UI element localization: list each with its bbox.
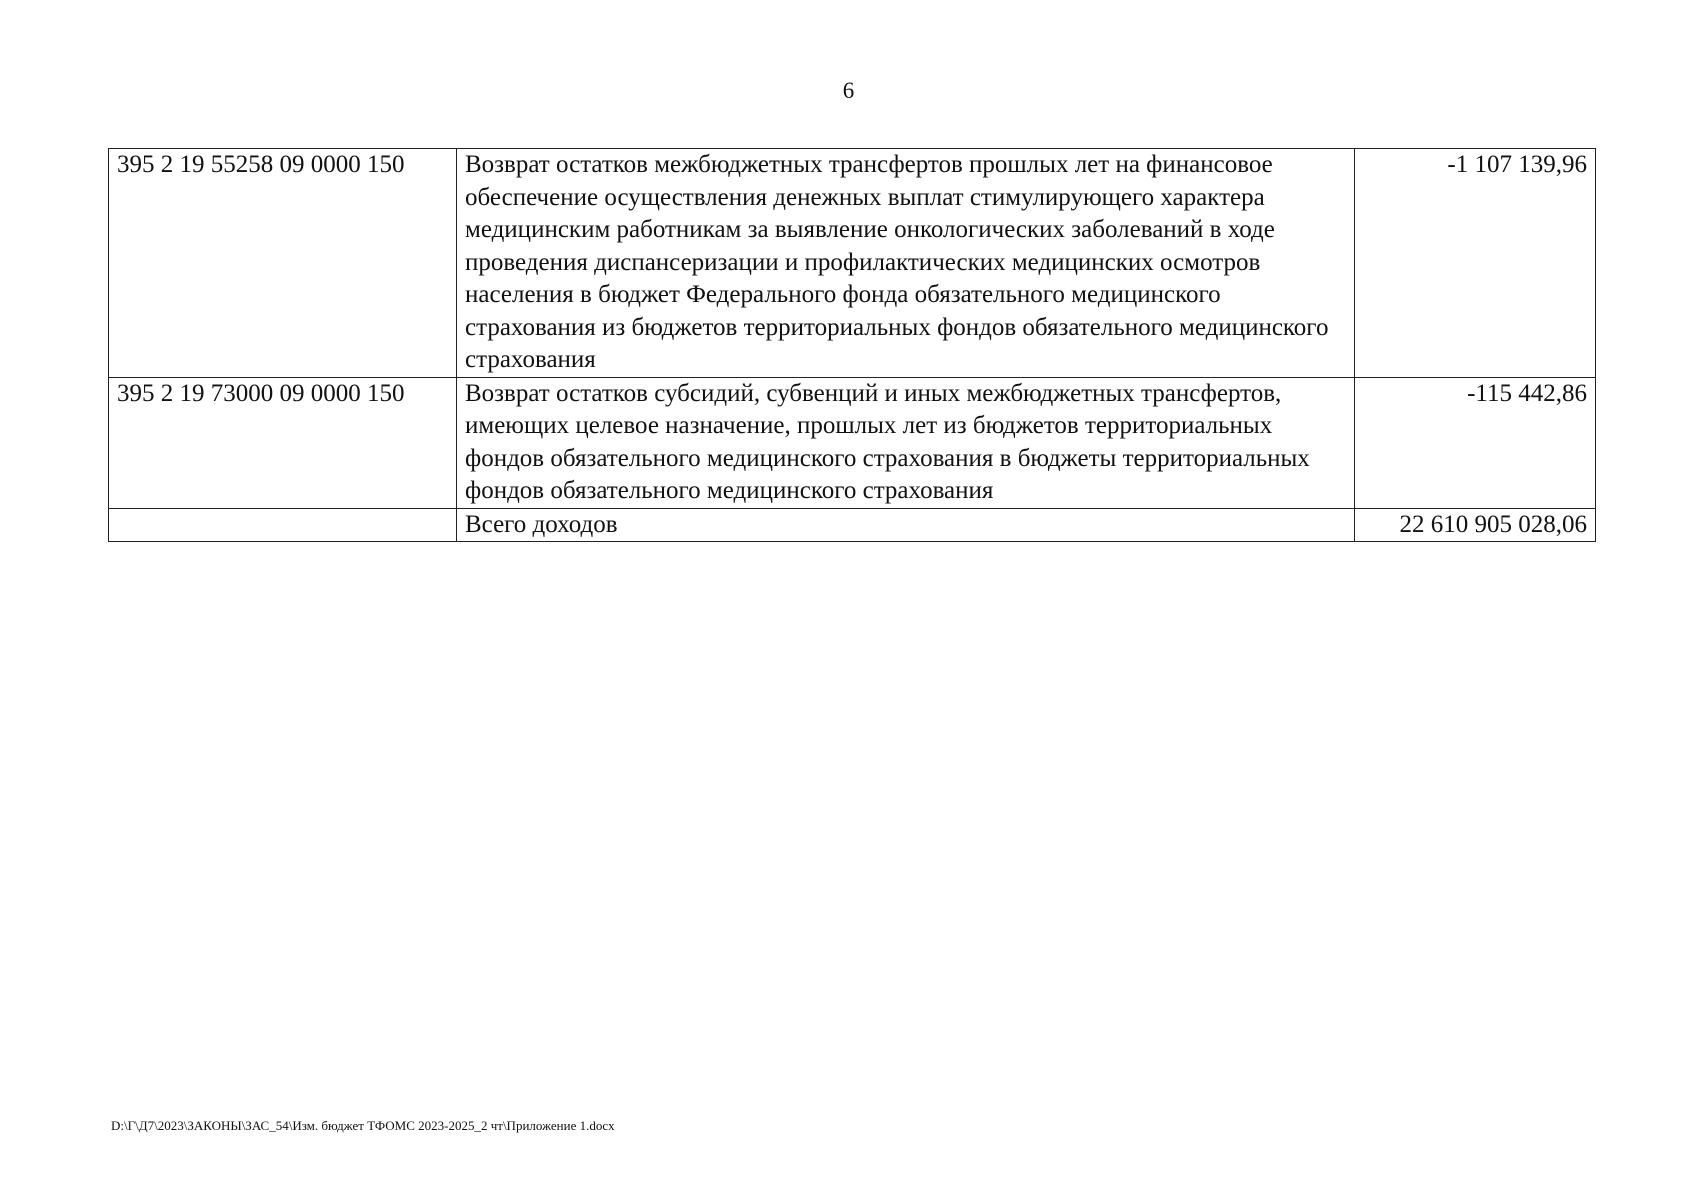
table-row: [109, 149, 1596, 378]
revenue-table: [108, 148, 1596, 542]
total-row: [109, 508, 1596, 542]
revenue-table-body: [109, 149, 1596, 542]
total-amount-cell: 22 610 905 028,06: [1355, 508, 1596, 542]
amount-cell: -115 442,86: [1355, 377, 1596, 508]
budget-code-cell: 395 2 19 55258 09 0000 150: [109, 149, 457, 378]
table-row: [109, 377, 1596, 508]
amount-cell: -1 107 139,96: [1355, 149, 1596, 378]
page-number: 6: [842, 78, 855, 103]
total-label-cell: Всего доходов: [457, 508, 1355, 542]
description-cell: Возврат остатков межбюджетных трансфертов прошлых лет на финансовое обеспечение осуществления денежных выплат стимулирующего характера медицинским работникам за выявление онкологических заболеваний в ходе проведения диспансеризации и профилактических медицинских осмотров населения в бюджет Федерального фонда обязательного медицинского страхования из бюджетов территориальных фондов обязательного медицинского страхования: [457, 149, 1355, 378]
footer-file-path: D:\Г\Д7\2023\ЗАКОНЫ\ЗАС_54\Изм. бюджет ТФОМС 2023-2025_2 чт\Приложение 1.docx: [111, 1118, 615, 1133]
budget-code-cell: 395 2 19 73000 09 0000 150: [109, 377, 457, 508]
total-code-cell: [109, 508, 457, 542]
description-cell: Возврат остатков субсидий, субвенций и иных межбюджетных трансфертов, имеющих целевое назначение, прошлых лет из бюджетов территориальных фондов обязательного медицинского страхования в бюджеты территориальных фондов обязательного медицинского страхования: [457, 377, 1355, 508]
